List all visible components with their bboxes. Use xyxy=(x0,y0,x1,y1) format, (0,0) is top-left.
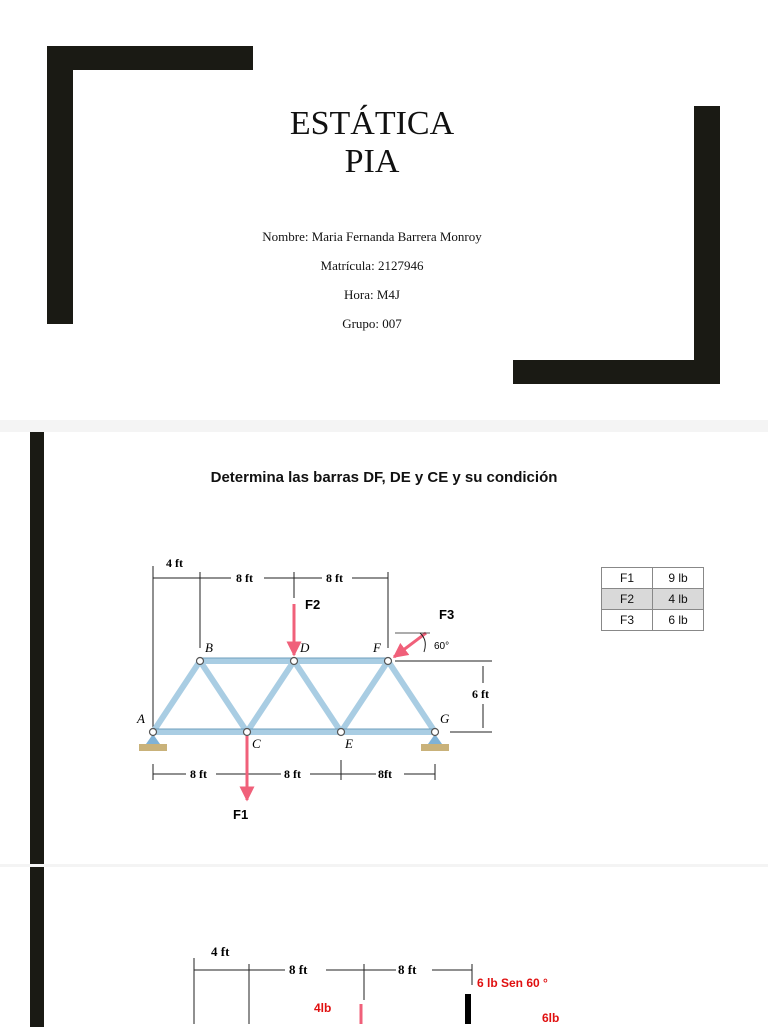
slide3-dimension-lines xyxy=(194,958,472,1024)
table-cell-force: F3 xyxy=(602,610,653,631)
table-row xyxy=(602,610,704,631)
dim-height: 6 ft xyxy=(472,687,489,701)
truss-members xyxy=(153,661,435,732)
dim-bottom-8ft-2: 8 ft xyxy=(284,767,301,781)
slide3-label-4lb: 4lb xyxy=(314,1001,332,1015)
dim-top-8ft-1: 8 ft xyxy=(236,571,253,585)
class-group: Grupo: 007 xyxy=(342,316,402,331)
slide3-dim-4ft: 4 ft xyxy=(211,944,230,959)
slide3-label-sen60: 6 lb Sen 60 ° xyxy=(477,976,548,990)
table-cell-force: F2 xyxy=(602,589,653,610)
dim-bottom-8ft-1: 8 ft xyxy=(190,767,207,781)
support-pin-a xyxy=(139,734,167,751)
dim-top-4ft: 4 ft xyxy=(166,556,183,570)
slide3-dim-8ft-2: 8 ft xyxy=(398,962,417,977)
slide3-dim-8ft-1: 8 ft xyxy=(289,962,308,977)
force-label-f2: F2 xyxy=(305,597,321,612)
force-f3-arrow xyxy=(394,633,426,657)
table-cell-value: 6 lb xyxy=(653,610,704,631)
force-label-f3: F3 xyxy=(439,607,455,622)
node-label-a: A xyxy=(137,711,145,726)
problem-heading: Determina las barras DF, DE y CE y su condición xyxy=(210,469,558,486)
node-label-d: D xyxy=(300,640,310,655)
table-cell-value: 4 lb xyxy=(653,589,704,610)
table-row xyxy=(602,568,704,589)
forces-table xyxy=(601,567,704,631)
student-id: Matrícula: 2127946 xyxy=(320,258,424,273)
node-label-e: E xyxy=(345,736,353,751)
class-hour: Hora: M4J xyxy=(344,287,400,302)
dim-top-8ft-2: 8 ft xyxy=(326,571,343,585)
node-label-b: B xyxy=(205,640,213,655)
table-cell-force: F1 xyxy=(602,568,653,589)
slide3-vertical-bar xyxy=(465,994,471,1024)
node-label-c: C xyxy=(252,736,261,751)
page-title: ESTÁTICA xyxy=(289,105,455,142)
page-subtitle: PIA xyxy=(344,143,400,180)
force-label-f1: F1 xyxy=(233,807,249,822)
node-label-g: G xyxy=(440,711,450,726)
slide3-label-6lb: 6lb xyxy=(542,1011,560,1024)
student-name: Nombre: Maria Fernanda Barrera Monroy xyxy=(262,229,482,244)
angle-label: 60° xyxy=(434,641,450,652)
support-roller-g xyxy=(421,734,449,751)
table-cell-value: 9 lb xyxy=(653,568,704,589)
node-label-f: F xyxy=(373,640,381,655)
dim-bottom-8ft-3: 8ft xyxy=(378,767,392,781)
table-row xyxy=(602,589,704,610)
